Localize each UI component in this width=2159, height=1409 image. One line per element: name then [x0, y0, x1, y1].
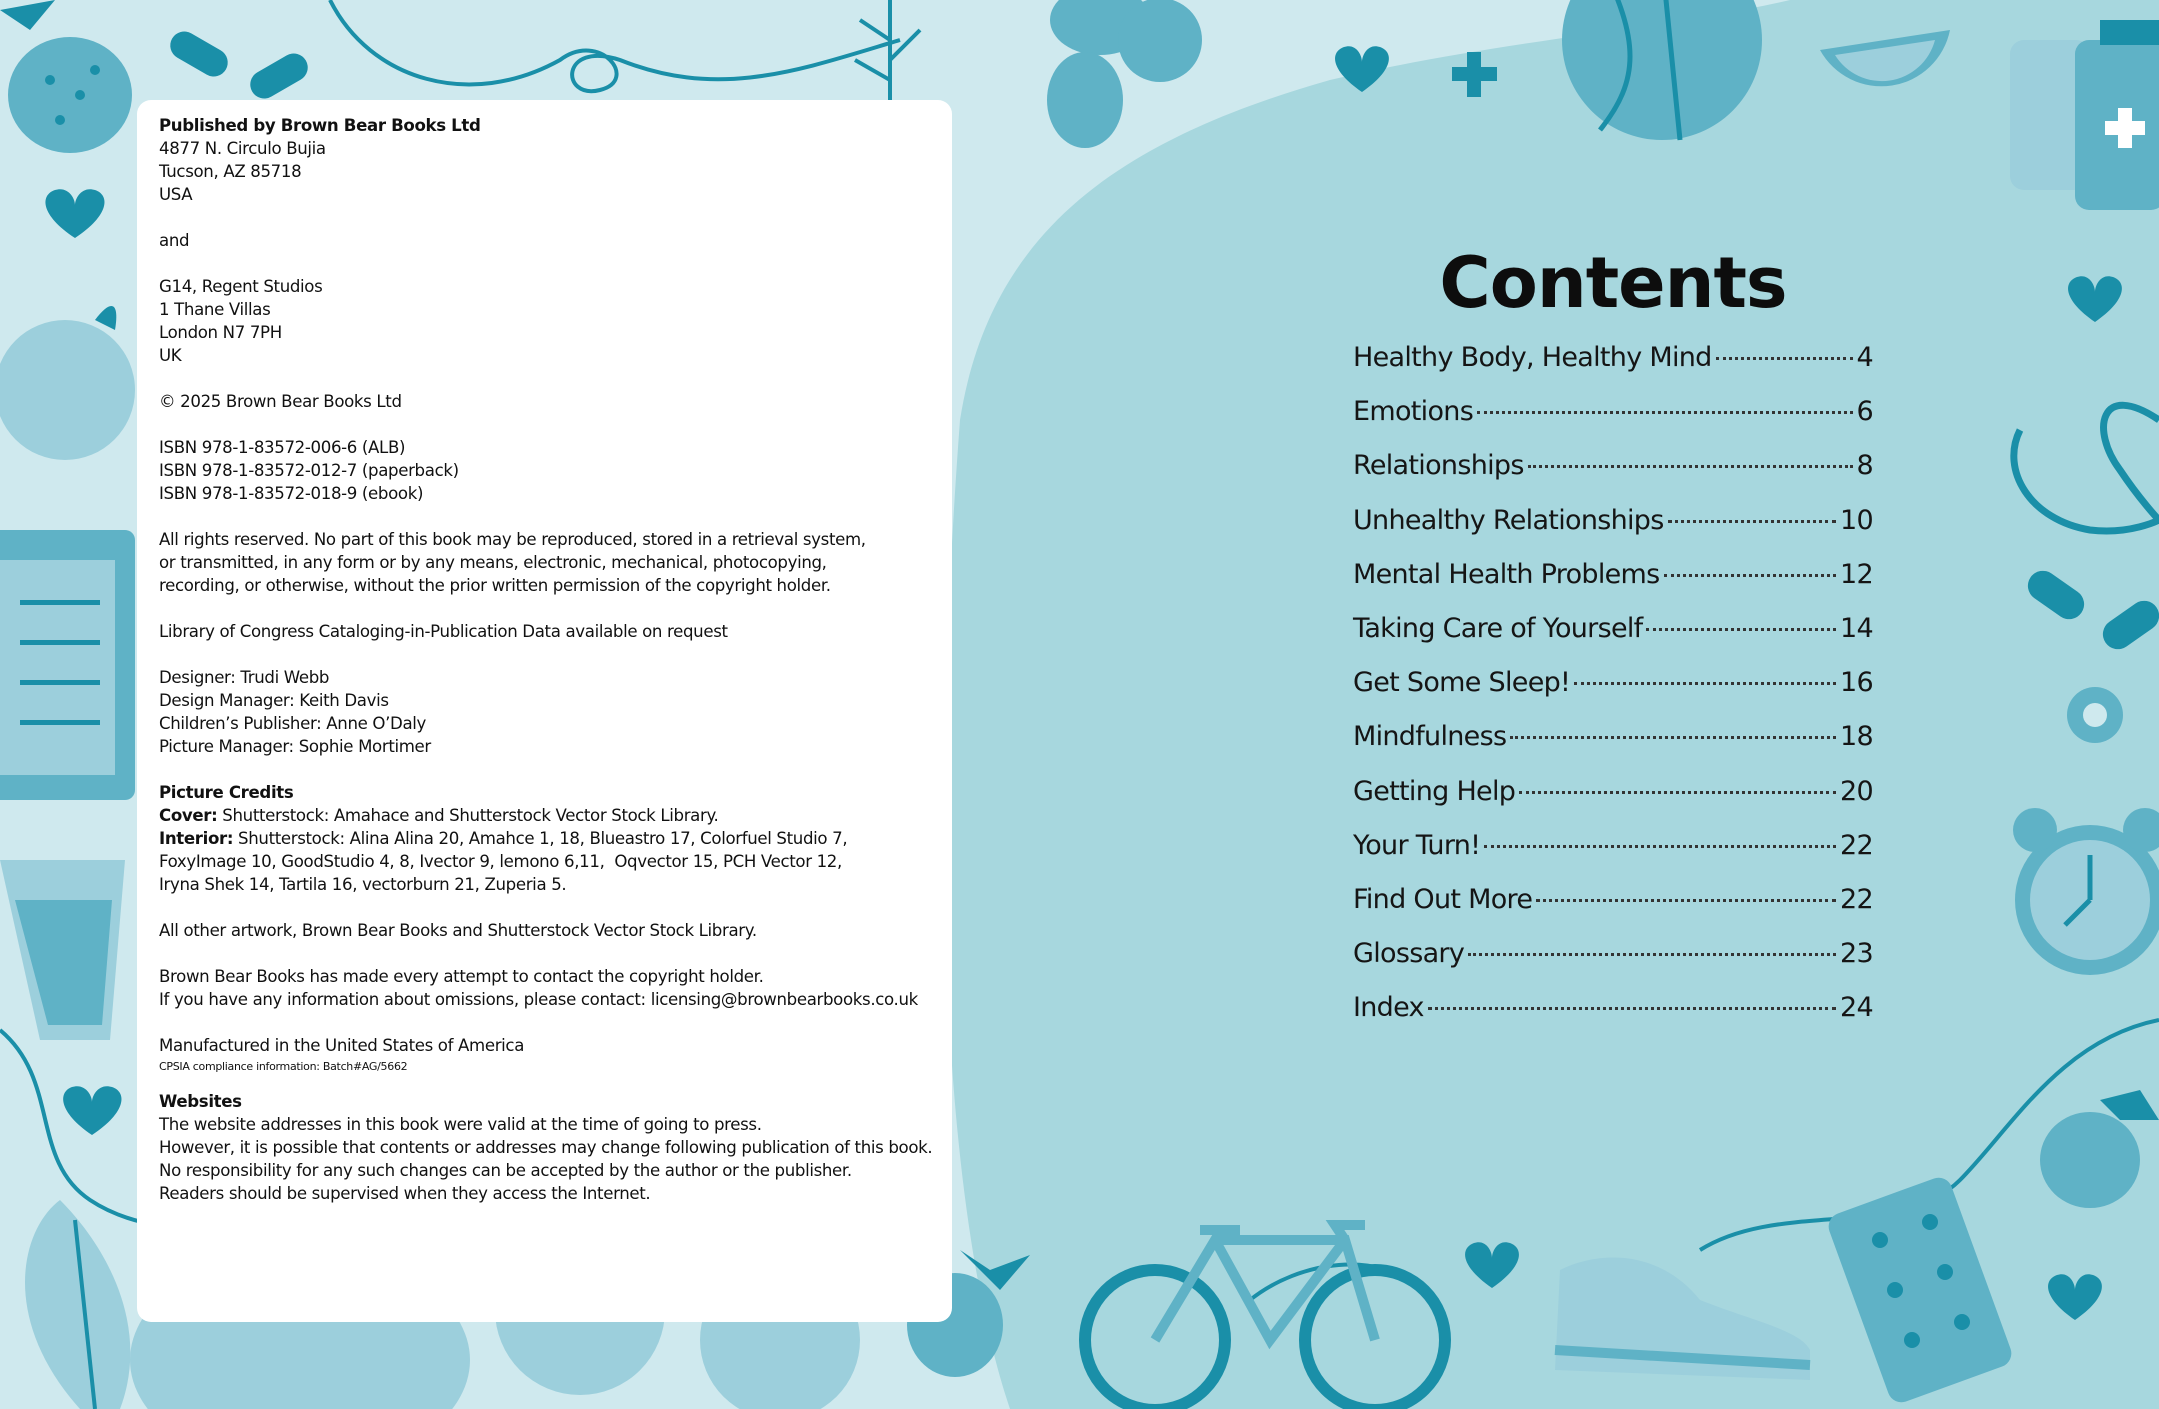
toc-entry[interactable]	[1353, 396, 1873, 450]
leaf-icon	[1118, 0, 1202, 82]
interior-label: Interior:	[159, 829, 234, 848]
medicine-bottle-icon	[2010, 20, 2159, 210]
isbn-line: ISBN 978-1-83572-012-7 (paperback)	[159, 461, 459, 480]
cover-text: Shutterstock: Amahace and Shutterstock Vector Stock Library.	[217, 806, 719, 825]
toc-entry-title: Mental Health Problems	[1353, 558, 1660, 590]
toc-entry[interactable]	[1353, 559, 1873, 613]
cpsia-line: CPSIA compliance information: Batch#AG/5662	[159, 1060, 408, 1073]
toc-entry-page: 14	[1840, 612, 1873, 644]
toc-leader-dots	[1536, 899, 1836, 902]
cover-credit-line	[159, 804, 930, 827]
cover-label: Cover:	[159, 806, 218, 825]
toc-entry-page: 4	[1856, 342, 1873, 373]
toc-entry-page: 6	[1856, 396, 1873, 428]
websites-line: However, it is possible that contents or addresses may change following publication of this book.	[159, 1138, 933, 1157]
toc-entry-page: 22	[1840, 829, 1873, 861]
toc-entry-title: Emotions	[1353, 396, 1474, 428]
websites-line: Readers should be supervised when they access the Internet.	[159, 1184, 651, 1203]
uk-address-line: London N7 7PH	[159, 323, 282, 342]
toc-entry-title: Your Turn!	[1353, 829, 1481, 861]
contents-title: Contents	[1439, 242, 1787, 324]
toc-leader-dots	[1716, 357, 1853, 360]
toc-entry[interactable]	[1353, 342, 1873, 396]
manufactured-line: Manufactured in the United States of America	[159, 1036, 525, 1055]
toc-entry-page: 23	[1840, 938, 1873, 970]
credit-person-line: Children’s Publisher: Anne O’Daly	[159, 714, 427, 733]
toc-entry-page: 22	[1840, 883, 1873, 915]
toc-entry-page: 16	[1840, 667, 1873, 699]
toc-entry-title: Glossary	[1353, 938, 1465, 970]
us-address-line: Tucson, AZ 85718	[159, 162, 302, 181]
toc-leader-dots	[1664, 574, 1837, 577]
interior-text: Shutterstock: Alina Alina 20, Amahce 1, 18, Blueastro 17, Colorfuel Studio 7,	[233, 829, 848, 848]
isbn-line: ISBN 978-1-83572-006-6 (ALB)	[159, 438, 406, 457]
toc-entry-page: 12	[1840, 558, 1873, 590]
toc-leader-dots	[1468, 953, 1836, 956]
contact-line: If you have any information about omissions, please contact: licensing@brownbearbooks.co.uk	[159, 990, 918, 1009]
toc-entry[interactable]	[1353, 776, 1873, 830]
library-line: Library of Congress Cataloging-in-Publication Data available on request	[159, 622, 728, 641]
other-artwork-line: All other artwork, Brown Bear Books and Shutterstock Vector Stock Library.	[159, 921, 757, 940]
toc-entry-title: Find Out More	[1353, 883, 1533, 915]
websites-line: No responsibility for any such changes can be accepted by the author or the publisher.	[159, 1161, 852, 1180]
toc-entry[interactable]	[1353, 992, 1873, 1046]
toc-entry-title: Index	[1353, 992, 1424, 1024]
toc-entry[interactable]	[1353, 450, 1873, 504]
rights-line: recording, or otherwise, without the prior written permission of the copyright holder.	[159, 576, 831, 595]
toc-entry-page: 10	[1840, 504, 1873, 536]
leaf-icon	[1047, 52, 1123, 148]
toc-leader-dots	[1484, 845, 1836, 848]
toc-entry[interactable]	[1353, 505, 1873, 559]
toc-leader-dots	[1477, 411, 1852, 414]
toc-entry-page: 8	[1856, 450, 1873, 482]
toc-entry-title: Relationships	[1353, 450, 1524, 482]
uk-address-line: G14, Regent Studios	[159, 277, 323, 296]
uk-address-line: UK	[159, 346, 182, 365]
toc-entry-title: Mindfulness	[1353, 721, 1507, 753]
clipboard-icon	[0, 530, 135, 800]
credit-person-line: Designer: Trudi Webb	[159, 668, 330, 687]
toc-entry[interactable]	[1353, 938, 1873, 992]
toc-entry-title: Getting Help	[1353, 775, 1516, 807]
alarm-clock-icon	[2013, 808, 2159, 975]
toc-entry[interactable]	[1353, 830, 1873, 884]
toc-leader-dots	[1646, 628, 1836, 631]
us-address-line: USA	[159, 185, 193, 204]
toc-entry-page: 18	[1840, 721, 1873, 753]
toc-leader-dots	[1574, 682, 1836, 685]
credit-person-line: Picture Manager: Sophie Mortimer	[159, 737, 431, 756]
interior-credit-line: FoxyImage 10, GoodStudio 4, 8, Ivector 9, lemono 6,11, Oqvector 15, PCH Vector 12,	[159, 852, 842, 871]
toc-leader-dots	[1428, 1007, 1836, 1010]
toc-entry-title: Unhealthy Relationships	[1353, 504, 1664, 536]
toc-entry-title: Taking Care of Yourself	[1353, 612, 1643, 644]
contact-line: Brown Bear Books has made every attempt to contact the copyright holder.	[159, 967, 764, 986]
toc-entry[interactable]	[1353, 884, 1873, 938]
copyright-line: © 2025 Brown Bear Books Ltd	[159, 392, 402, 411]
toc-entry-page: 20	[1840, 775, 1873, 807]
websites-heading: Websites	[159, 1092, 242, 1111]
publisher-heading: Published by Brown Bear Books Ltd	[159, 116, 481, 135]
toc-entry[interactable]	[1353, 613, 1873, 667]
toc-entry-title: Get Some Sleep!	[1353, 667, 1571, 699]
websites-line: The website addresses in this book were valid at the time of going to press.	[159, 1115, 762, 1134]
toc-entry-title: Healthy Body, Healthy Mind	[1353, 342, 1712, 373]
interior-credit-line: Iryna Shek 14, Tartila 16, vectorburn 21, Zuperia 5.	[159, 875, 567, 894]
and-text: and	[159, 231, 190, 250]
isbn-line: ISBN 978-1-83572-018-9 (ebook)	[159, 484, 424, 503]
credit-person-line: Design Manager: Keith Davis	[159, 691, 389, 710]
rights-line: All rights reserved. No part of this book may be reproduced, stored in a retrieval system,	[159, 530, 866, 549]
rights-line: or transmitted, in any form or by any means, electronic, mechanical, photocopying,	[159, 553, 827, 572]
uk-address-line: 1 Thane Villas	[159, 300, 271, 319]
toc-leader-dots	[1528, 465, 1853, 468]
toc-leader-dots	[1519, 791, 1836, 794]
interior-credit-line	[159, 827, 930, 850]
toc-entry[interactable]	[1353, 667, 1873, 721]
toc-entry-page: 24	[1840, 992, 1873, 1024]
table-of-contents	[1353, 342, 1873, 1046]
toc-entry[interactable]	[1353, 721, 1873, 775]
toc-leader-dots	[1668, 520, 1836, 523]
picture-credits-heading: Picture Credits	[159, 783, 294, 802]
us-address-line: 4877 N. Circulo Bujia	[159, 139, 326, 158]
imprint-panel	[137, 100, 952, 1322]
toc-leader-dots	[1510, 736, 1836, 739]
